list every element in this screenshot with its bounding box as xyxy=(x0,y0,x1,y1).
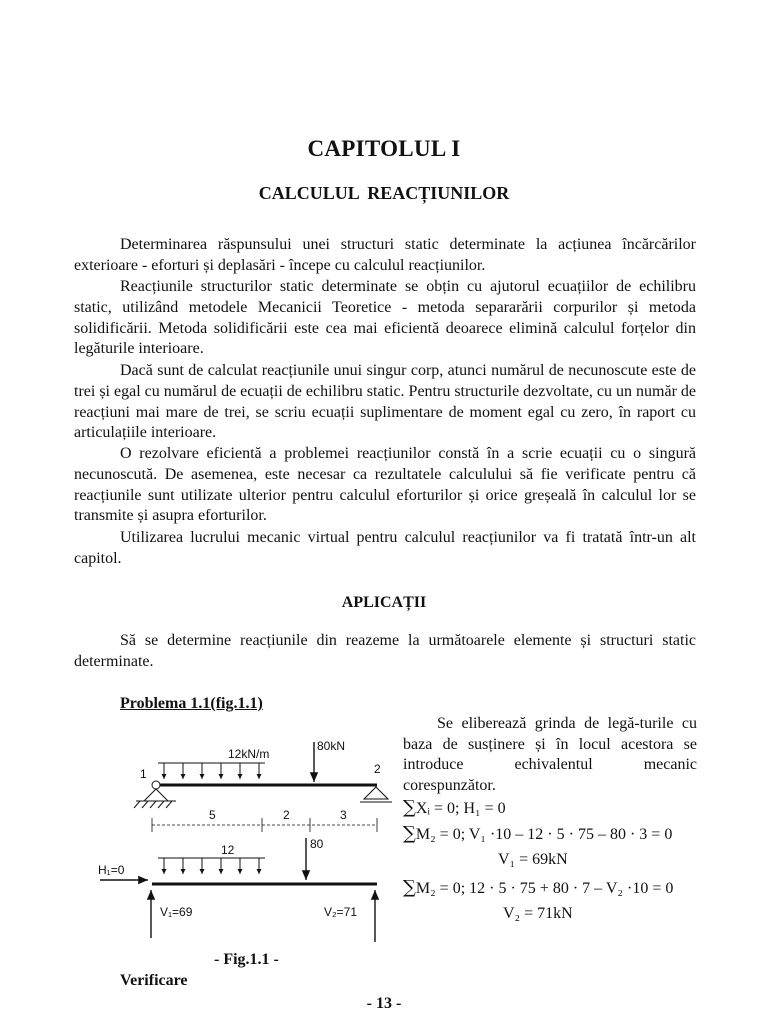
sigma-symbol: ∑ xyxy=(403,877,416,898)
section-title: CALCULUL REACȚIUNILOR xyxy=(258,183,510,203)
equation-v2-result: V₂ = 71kN xyxy=(503,905,573,922)
equation-4-text: M₂ = 0; 12 · 5 · 75 + 80 · 7 – V₂ ·10 = 0 xyxy=(415,880,674,897)
point-load-label: 80kN xyxy=(317,739,346,753)
v2-label: V₂=71 xyxy=(324,905,358,919)
free-body-load-label: 12 xyxy=(221,843,235,857)
dim-label-5: 5 xyxy=(209,808,216,822)
sigma-symbol: ∑ xyxy=(403,797,416,818)
applications-title: APLICAȚII xyxy=(341,594,427,611)
side-explanation xyxy=(403,714,697,796)
node-2-label: 2 xyxy=(374,762,381,776)
sigma-symbol: ∑ xyxy=(403,823,416,844)
node-1-label: 1 xyxy=(140,767,147,781)
equation-1-text: Xᵢ = 0; H₁ = 0 xyxy=(415,800,506,817)
v1-label: V₁=69 xyxy=(160,905,193,919)
equation-sum-x xyxy=(403,797,506,818)
free-body-load xyxy=(158,858,265,874)
problem-title: Problema 1.1(fig.1.1) xyxy=(120,695,263,712)
free-body-point-label: 80 xyxy=(310,837,324,851)
side-text: Se eliberează grinda de legă-turile cu baza de susținere și în locul acestora se introduce echivalentul mecanic corespunzător. xyxy=(403,715,697,794)
roller-support xyxy=(360,787,392,802)
h1-label: H₁=0 xyxy=(98,863,125,877)
figure-caption: - Fig.1.1 - xyxy=(214,951,279,968)
equation-v1-result: V₁ = 69kN xyxy=(498,851,568,868)
paragraph-2: Reacțiunile structurilor static determinate se obțin cu ajutorul ecuațiilor de echilibru static, utilizând metodele Mecanicii Teoretice - metoda separarării corpurilor și metoda solidificării. Metoda solidificării este cea mai eficientă deoarece elimină calculul forțelor din legăturile interioare. xyxy=(74,278,696,358)
page-number: - 13 - xyxy=(366,995,402,1012)
equation-2-text: M₂ = 0; V₁ ·10 – 12 · 5 · 75 – 80 · 3 = 0 xyxy=(415,826,673,843)
paragraph-4: O rezolvare eficientă a problemei reacțiunilor constă în a scrie ecuații cu o singură necunoscută. De asemenea, este necesar ca rezultatele calculului să fie verificate pentru că reacțiunile sunt utilizate ulterior pentru calculul eforturilor și orice greșeală în calculul lor se transmite și asupra eforturilor. xyxy=(74,445,696,525)
paragraph-1: Determinarea răspunsului unei structuri static determinate la acțiunea încărcărilor exterioare - eforturi și deplasări - începe cu calculul reacțiunilor. xyxy=(74,236,696,274)
chapter-title: CAPITOLUL I xyxy=(307,136,461,161)
dim-label-2: 2 xyxy=(283,808,290,822)
verification-label: Verificare xyxy=(120,972,188,989)
applications-intro: Să se determine reacțiunile din reazeme la următoarele elemente și structuri static determinate. xyxy=(74,632,696,670)
distributed-load xyxy=(158,763,265,779)
paragraph-3: Dacă sunt de calculat reacțiunile unui singur corp, atunci numărul de necunoscute este de trei și egal cu numărul de ecuații de echilibru static. Pentru structurile dezvoltate, cu un număr de reacțiuni mai mare de trei, se scriu ecuații suplimentare de moment egal cu zero, în raport cu articulațiile interioare. xyxy=(74,362,696,442)
beam-figure xyxy=(90,730,400,950)
paragraph-5: Utilizarea lucrului mecanic virtual pentru calculul reacțiunilor va fi tratată într-un alt capitol. xyxy=(74,529,696,567)
equation-moment-1 xyxy=(403,823,672,844)
equation-moment-2 xyxy=(403,877,673,898)
load-label: 12kN/m xyxy=(228,747,270,761)
dim-label-3: 3 xyxy=(340,808,347,822)
